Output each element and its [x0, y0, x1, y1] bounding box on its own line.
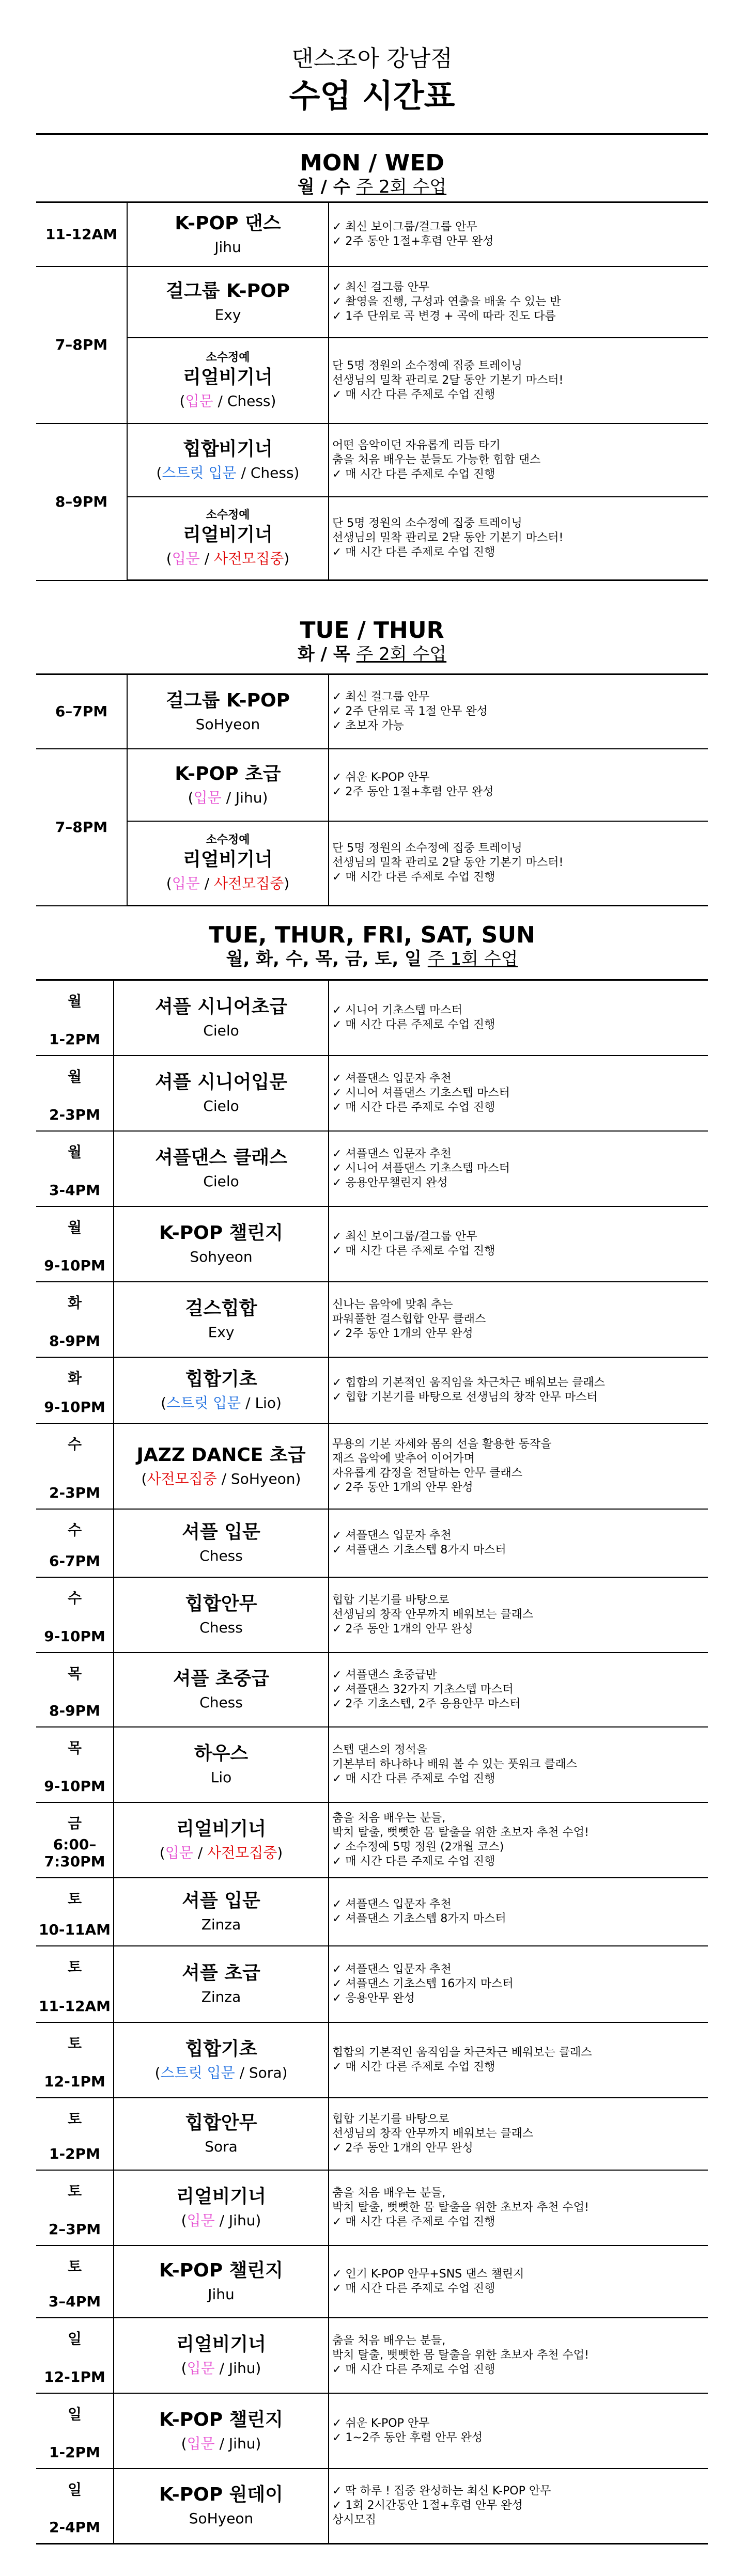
class-desc: 춤을 처음 배우는 분들, 박치 탈출, 뻣뻣한 몸 탈출을 위한 초보자 추천 수업! ✓ 매 시간 다른 주제로 수업 진행: [332, 2334, 589, 2376]
section-weekly: [36, 907, 708, 2544]
class-name: 리얼비기너: [176, 2333, 266, 2355]
table-row: [36, 1878, 708, 1946]
class-desc: 춤을 처음 배우는 분들, 박치 탈출, 뻣뻣한 몸 탈출을 위한 초보자 추천 수업! ✓ 매 시간 다른 주제로 수업 진행: [332, 2186, 589, 2228]
time-label: 2-3PM: [49, 1484, 100, 1501]
class-name: 셔플 시니어초급: [155, 996, 287, 1017]
class-cell: [114, 980, 329, 1056]
table-row: [36, 497, 708, 580]
time-label: 9-10PM: [44, 1627, 105, 1645]
class-desc: 스텝 댄스의 정석을 기본부터 하나하나 배워 볼 수 있는 풋워크 클래스 ✓ 매 시간 다른 주제로 수업 진행: [332, 1743, 577, 1785]
desc-cell: [329, 2170, 708, 2245]
class-desc: ✓ 인기 K-POP 안무+SNS 댄스 챌린지 ✓ 매 시간 다른 주제로 수업 진행: [332, 2267, 524, 2295]
day-label: 토: [67, 2182, 82, 2200]
time-cell: 7–8PM: [36, 749, 127, 906]
class-cell: [114, 1727, 329, 1802]
class-cell: [114, 1282, 329, 1357]
day-time-cell: [36, 1802, 114, 1878]
day-time-cell: [36, 1727, 114, 1802]
class-desc: ✓ 셔플댄스 입문자 추천 ✓ 셔플댄스 기초스텝 16가지 마스터 ✓ 응용안무 완성: [332, 1962, 514, 2005]
class-desc: ✓ 시니어 기초스텝 마스터 ✓ 매 시간 다른 주제로 수업 진행: [332, 1003, 495, 1031]
class-name: K-POP 원데이: [159, 2484, 283, 2506]
day-time-cell: [36, 1946, 114, 2022]
time-label: 8-9PM: [49, 1332, 100, 1349]
table-row: [36, 1653, 708, 1727]
day-label: 화: [67, 1294, 82, 1311]
class-cell: [114, 2469, 329, 2544]
section-mon-wed: [36, 133, 708, 581]
class-desc: 춤을 처음 배우는 분들, 박치 탈출, 뻣뻣한 몸 탈출을 위한 초보자 추천 수업! ✓ 소수정예 5명 정원 (2개월 코스) ✓ 매 시간 다른 주제로 수업 진행: [332, 1811, 589, 1868]
class-instructor: Cielo: [203, 1097, 239, 1114]
day-time-cell: [36, 1357, 114, 1423]
desc-cell: [329, 821, 708, 906]
time-label: 10-11AM: [38, 1921, 111, 1938]
day-time-cell: [36, 1577, 114, 1653]
class-name: 힙합기초: [185, 1368, 257, 1390]
time-label: 6:00–7:30PM: [44, 1835, 105, 1870]
class-instructor: Jihu: [214, 238, 241, 256]
table-row: [36, 266, 708, 338]
class-cell: [114, 1056, 329, 1131]
class-desc: 신나는 음악에 맞춰 추는 파워풀한 걸스힙합 안무 클래스 ✓ 2주 동안 1개의 안무 완성: [332, 1298, 486, 1340]
class-instructor: Zinza: [201, 1915, 241, 1933]
section-subtitle: 화 / 목 주 2회 수업: [297, 644, 447, 665]
day-time-cell: [36, 1653, 114, 1727]
time-label: 1-2PM: [49, 1030, 100, 1048]
desc-cell: [329, 2245, 708, 2318]
class-cell: [114, 2393, 329, 2469]
day-label: 토: [67, 2034, 82, 2052]
day-label: 목: [67, 1739, 82, 1756]
class-instructor: (입문 / Jihu): [181, 2359, 261, 2377]
class-name: 리얼비기너: [176, 2186, 266, 2207]
desc-cell: [329, 674, 708, 749]
day-label: 금: [67, 1814, 82, 1832]
day-label: 일: [67, 2405, 82, 2423]
class-instructor: (입문 / 사전모집중): [159, 1844, 283, 1861]
time-label: 3–4PM: [48, 2292, 101, 2310]
class-instructor: (입문 / Jihu): [181, 2434, 261, 2452]
desc-cell: [329, 423, 708, 497]
class-cell: [127, 497, 329, 580]
class-cell: [114, 2245, 329, 2318]
class-desc: ✓ 최신 걸그룹 안무 ✓ 2주 단위로 곡 1절 안무 완성 ✓ 초보자 가능: [332, 690, 488, 732]
page-header: [0, 0, 744, 117]
schedule-table: [36, 673, 708, 906]
class-instructor: Zinza: [201, 1988, 241, 2005]
class-desc: ✓ 셔플댄스 입문자 추천 ✓ 시니어 셔플댄스 기초스텝 마스터 ✓ 매 시간 다른 주제로 수업 진행: [332, 1072, 510, 1114]
class-tag: 소수정예: [206, 509, 250, 522]
desc-cell: [329, 1357, 708, 1423]
time-cell: 8–9PM: [36, 423, 127, 580]
time-label: 3-4PM: [49, 1181, 100, 1199]
class-name: 걸스힙합: [185, 1297, 257, 1319]
class-desc: 단 5명 정원의 소수정예 집중 트레이닝 선생님의 밀착 관리로 2달 동안 기본기 마스터! ✓ 매 시간 다른 주제로 수업 진행: [332, 517, 564, 559]
day-label: 일: [67, 2330, 82, 2347]
class-cell: [114, 1802, 329, 1878]
class-name: 힙합안무: [185, 2112, 257, 2133]
class-cell: [127, 749, 329, 821]
day-time-cell: [36, 2098, 114, 2170]
class-instructor: Lio: [210, 1768, 232, 1786]
class-instructor: (입문 / Chess): [179, 392, 276, 410]
class-instructor: Sora: [205, 2138, 238, 2155]
day-time-cell: [36, 1509, 114, 1577]
desc-cell: [329, 1131, 708, 1206]
table-row: [36, 1206, 708, 1282]
table-row: [36, 2393, 708, 2469]
table-row: [36, 1802, 708, 1878]
table-row: [36, 2170, 708, 2245]
class-tag: 소수정예: [206, 351, 250, 364]
desc-cell: [329, 1056, 708, 1131]
desc-cell: [329, 338, 708, 423]
class-name: 리얼비기너: [183, 524, 273, 546]
desc-cell: [329, 2393, 708, 2469]
class-instructor: Jihu: [208, 2285, 235, 2303]
day-time-cell: [36, 2393, 114, 2469]
page-title: 수업 시간표: [289, 77, 455, 115]
section-title: MON / WED: [300, 150, 444, 176]
class-desc: ✓ 쉬운 K-POP 안무 ✓ 2주 동안 1절+후렴 안무 완성: [332, 771, 494, 798]
class-name: 리얼비기너: [183, 849, 273, 871]
class-cell: [114, 2098, 329, 2170]
table-row: [36, 1357, 708, 1423]
table-row: [36, 1131, 708, 1206]
class-desc: 힙합의 기본적인 움직임을 차근차근 배워보는 클래스 ✓ 매 시간 다른 주제로 수업 진행: [332, 2046, 592, 2074]
class-cell: [127, 266, 329, 338]
day-label: 화: [67, 1369, 82, 1387]
class-name: 하우스: [194, 1742, 249, 1764]
table-row: [36, 1282, 708, 1357]
class-cell: [114, 1423, 329, 1509]
day-label: 토: [67, 2257, 82, 2275]
class-tag: 소수정예: [206, 834, 250, 847]
class-cell: [127, 423, 329, 497]
table-row: [36, 423, 708, 497]
class-cell: [127, 338, 329, 423]
desc-cell: [329, 1946, 708, 2022]
studio-name: 댄스조아 강남점: [291, 45, 453, 72]
table-row: [36, 1423, 708, 1509]
desc-cell: [329, 749, 708, 821]
class-name: 셔플댄스 클래스: [155, 1146, 287, 1168]
class-name: 걸그룹 K-POP: [166, 689, 290, 711]
day-label: 토: [67, 1890, 82, 1907]
class-instructor: (입문 / Jihu): [181, 2211, 261, 2229]
section-header: [36, 907, 708, 979]
day-time-cell: [36, 1131, 114, 1206]
desc-cell: [329, 1802, 708, 1878]
class-cell: [127, 202, 329, 266]
class-instructor: (사전모집중 / SoHyeon): [141, 1470, 301, 1487]
class-cell: [114, 1878, 329, 1946]
desc-cell: [329, 2469, 708, 2544]
class-cell: [114, 1357, 329, 1423]
class-cell: [114, 2170, 329, 2245]
class-cell: [114, 2022, 329, 2098]
day-time-cell: [36, 2318, 114, 2393]
time-label: 9-10PM: [44, 1398, 105, 1416]
class-cell: [114, 1206, 329, 1282]
class-name: 셔플 입문: [182, 1521, 260, 1543]
class-name: 셔플 시니어입문: [155, 1071, 287, 1093]
desc-cell: [329, 202, 708, 266]
class-desc: ✓ 최신 걸그룹 안무 ✓ 촬영을 진행, 구성과 연출을 배울 수 있는 반 ✓ 1주 단위로 곡 변경 + 곡에 따라 진도 다름: [332, 280, 561, 323]
class-name: 힙합비기너: [183, 438, 273, 460]
class-instructor: Exy: [208, 1323, 235, 1341]
day-label: 토: [67, 1958, 82, 1975]
class-instructor: (입문 / 사전모집중): [166, 550, 290, 568]
desc-cell: [329, 1653, 708, 1727]
class-instructor: Sohyeon: [190, 1248, 253, 1265]
day-label: 월: [67, 1067, 82, 1085]
table-row: [36, 2318, 708, 2393]
day-label: 수: [67, 1589, 82, 1607]
desc-cell: [329, 266, 708, 338]
day-label: 목: [67, 1664, 82, 1682]
table-row: [36, 1946, 708, 2022]
class-name: 셔플 초급: [182, 1962, 260, 1984]
class-desc: ✓ 딱 하루 ! 집중 완성하는 최신 K-POP 안무 ✓ 1회 2시간동안 1절+후렴 안무 완성 상시모집: [332, 2485, 551, 2527]
table-row: [36, 2098, 708, 2170]
class-cell: [127, 821, 329, 906]
class-name: 걸그룹 K-POP: [166, 280, 290, 302]
table-row: [36, 1577, 708, 1653]
time-label: 1-2PM: [49, 2145, 100, 2162]
table-row: [36, 2469, 708, 2544]
table-row: [36, 2245, 708, 2318]
time-label: 8-9PM: [49, 1702, 100, 1719]
desc-cell: [329, 2098, 708, 2170]
class-instructor: (입문 / Jihu): [188, 789, 268, 806]
time-label: 2–3PM: [48, 2220, 101, 2238]
table-row: [36, 202, 708, 266]
desc-cell: [329, 1577, 708, 1653]
desc-cell: [329, 497, 708, 580]
class-desc: ✓ 셔플댄스 초중급반 ✓ 셔플댄스 32가지 기초스텝 마스터 ✓ 2주 기초스텝, 2주 응용안무 마스터: [332, 1668, 521, 1710]
class-instructor: SoHyeon: [189, 2510, 254, 2527]
class-desc: 힙합 기본기를 바탕으로 선생님의 창작 안무까지 배워보는 클래스 ✓ 2주 동안 1개의 안무 완성: [332, 1593, 534, 1636]
class-name: 힙합안무: [185, 1593, 257, 1614]
day-time-cell: [36, 980, 114, 1056]
desc-cell: [329, 1423, 708, 1509]
table-row: [36, 674, 708, 749]
class-instructor: (입문 / 사전모집중): [166, 875, 290, 892]
class-cell: [114, 2318, 329, 2393]
class-name: K-POP 챌린지: [159, 2259, 283, 2281]
time-label: 1-2PM: [49, 2443, 100, 2461]
section-header: [36, 605, 708, 673]
day-label: 월: [67, 1143, 82, 1160]
day-time-cell: [36, 1878, 114, 1946]
schedule-table: [36, 201, 708, 581]
day-label: 월: [67, 1218, 82, 1236]
class-cell: [114, 1577, 329, 1653]
day-time-cell: [36, 2022, 114, 2098]
table-row: [36, 821, 708, 906]
class-cell: [114, 1131, 329, 1206]
table-row: [36, 749, 708, 821]
desc-cell: [329, 1727, 708, 1802]
class-instructor: SoHyeon: [195, 715, 260, 733]
section-subtitle: 월, 화, 수, 목, 금, 토, 일 주 1회 수업: [226, 949, 518, 969]
desc-cell: [329, 1509, 708, 1577]
class-name: K-POP 초급: [175, 763, 281, 784]
class-name: K-POP 댄스: [175, 212, 281, 234]
day-time-cell: [36, 1282, 114, 1357]
time-label: 2-4PM: [49, 2519, 100, 2536]
class-name: JAZZ DANCE 초급: [136, 1444, 306, 1466]
class-instructor: Chess: [199, 1547, 243, 1564]
class-instructor: Cielo: [203, 1022, 239, 1039]
table-row: [36, 1727, 708, 1802]
section-title: TUE / THUR: [300, 617, 444, 643]
table-row: [36, 1056, 708, 1131]
time-label: 2-3PM: [49, 1106, 100, 1123]
class-name: K-POP 챌린지: [159, 2409, 283, 2430]
time-label: 11-12AM: [38, 1997, 111, 2015]
time-label: 9-10PM: [44, 1777, 105, 1795]
section-header: [36, 133, 708, 201]
class-desc: 단 5명 정원의 소수정예 집중 트레이닝 선생님의 밀착 관리로 2달 동안 기본기 마스터! ✓ 매 시간 다른 주제로 수업 진행: [332, 842, 564, 884]
class-name: 리얼비기너: [176, 1818, 266, 1840]
day-time-cell: [36, 2469, 114, 2544]
class-cell: [114, 1653, 329, 1727]
day-label: 수: [67, 1521, 82, 1538]
class-name: 셔플 초중급: [173, 1668, 270, 1689]
time-label: 12-1PM: [44, 2368, 105, 2385]
class-name: 힙합기초: [185, 2038, 257, 2060]
time-label: 9-10PM: [44, 1256, 105, 1274]
time-label: 12-1PM: [44, 2072, 105, 2090]
class-instructor: (스트릿 입문 / Lio): [161, 1394, 282, 1411]
time-cell: 11-12AM: [36, 202, 127, 266]
class-desc: ✓ 최신 보이그룹/걸그룹 안무 ✓ 2주 동안 1절+후렴 안무 완성: [332, 220, 494, 248]
day-label: 수: [67, 1435, 82, 1453]
class-desc: ✓ 최신 보이그룹/걸그룹 안무 ✓ 매 시간 다른 주제로 수업 진행: [332, 1230, 495, 1258]
day-label: 일: [67, 2480, 82, 2498]
time-cell: 6–7PM: [36, 674, 127, 749]
schedule-table: [36, 979, 708, 2544]
section-subtitle: 월 / 수 주 2회 수업: [297, 177, 447, 197]
desc-cell: [329, 1282, 708, 1357]
table-row: [36, 980, 708, 1056]
table-row: [36, 338, 708, 423]
class-desc: 힙합 기본기를 바탕으로 선생님의 창작 안무까지 배워보는 클래스 ✓ 2주 동안 1개의 안무 완성: [332, 2112, 534, 2155]
table-row: [36, 2022, 708, 2098]
class-desc: ✓ 쉬운 K-POP 안무 ✓ 1~2주 동안 후렴 안무 완성: [332, 2416, 483, 2444]
class-desc: 무용의 기본 자세와 몸의 선을 활용한 동작을 재즈 음악에 맞추어 이어가며 자유롭게 감정을 전달하는 안무 클래스 ✓ 2주 동안 1개의 안무 완성: [332, 1437, 552, 1494]
class-instructor: Chess: [199, 1693, 243, 1711]
desc-cell: [329, 2022, 708, 2098]
day-time-cell: [36, 1056, 114, 1131]
day-time-cell: [36, 1423, 114, 1509]
section-tue-thur: [36, 605, 708, 906]
day-time-cell: [36, 2170, 114, 2245]
class-desc: ✓ 셔플댄스 입문자 추천 ✓ 셔플댄스 기초스텝 8가지 마스터: [332, 1897, 506, 1925]
class-instructor: (스트릿 입문 / Sora): [154, 2064, 288, 2081]
desc-cell: [329, 980, 708, 1056]
desc-cell: [329, 1206, 708, 1282]
class-name: 셔플 입문: [182, 1890, 260, 1911]
desc-cell: [329, 2318, 708, 2393]
class-cell: [114, 1509, 329, 1577]
day-time-cell: [36, 2245, 114, 2318]
table-row: [36, 1509, 708, 1577]
class-name: 리얼비기너: [183, 366, 273, 388]
time-cell: 7–8PM: [36, 266, 127, 423]
time-label: 6-7PM: [49, 1552, 100, 1569]
day-label: 월: [67, 993, 82, 1010]
class-instructor: Exy: [214, 306, 241, 323]
class-instructor: (스트릿 입문 / Chess): [156, 464, 300, 481]
class-cell: [127, 674, 329, 749]
class-desc: ✓ 셔플댄스 입문자 추천 ✓ 셔플댄스 기초스텝 8가지 마스터: [332, 1529, 506, 1557]
class-desc: 단 5명 정원의 소수정예 집중 트레이닝 선생님의 밀착 관리로 2달 동안 기본기 마스터! ✓ 매 시간 다른 주제로 수업 진행: [332, 359, 564, 401]
class-desc: ✓ 힙합의 기본적인 움직임을 차근차근 배워보는 클래스 ✓ 힙합 기본기를 바탕으로 선생님의 창작 안무 마스터: [332, 1376, 605, 1404]
class-cell: [114, 1946, 329, 2022]
day-time-cell: [36, 1206, 114, 1282]
class-instructor: Cielo: [203, 1172, 239, 1190]
class-desc: ✓ 셔플댄스 입문자 추천 ✓ 시니어 셔플댄스 기초스텝 마스터 ✓ 응용안무챌린지 완성: [332, 1147, 510, 1189]
class-name: K-POP 챌린지: [159, 1222, 283, 1244]
day-label: 토: [67, 2110, 82, 2127]
desc-cell: [329, 1878, 708, 1946]
class-desc: 어떤 음악이던 자유롭게 리듬 타기 춤을 처음 배우는 분들도 가능한 힙합 댄스 ✓ 매 시간 다른 주제로 수업 진행: [332, 438, 541, 481]
class-instructor: Chess: [199, 1619, 243, 1636]
section-title: TUE, THUR, FRI, SAT, SUN: [209, 922, 535, 948]
